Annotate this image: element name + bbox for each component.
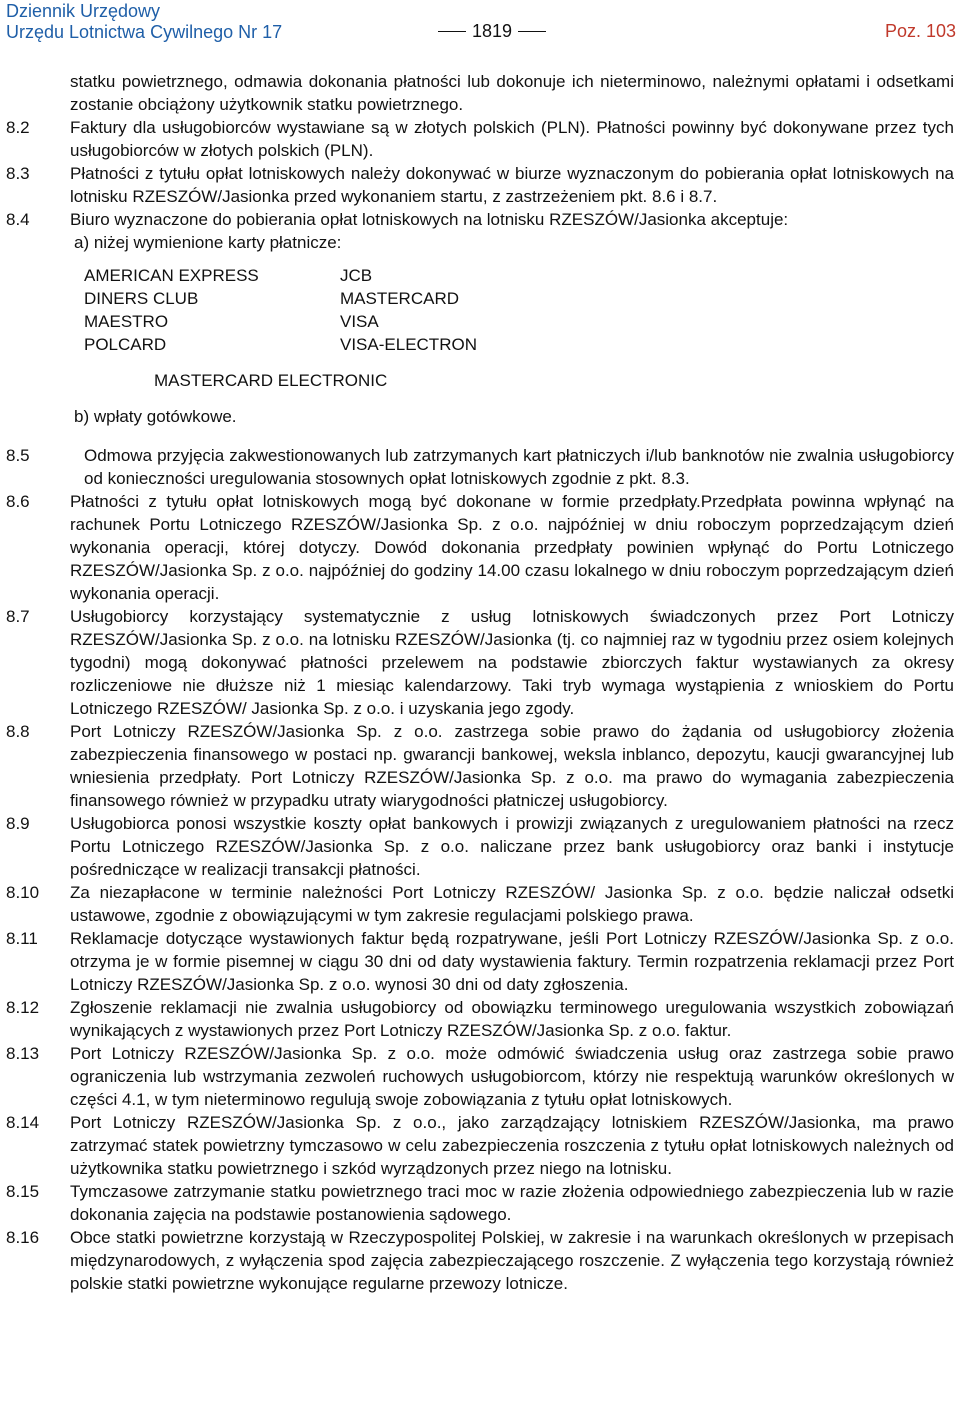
card-name: JCB (340, 266, 373, 285)
section-8-14 (0, 1111, 960, 1180)
section-8-9 (0, 812, 960, 881)
section-8-8 (0, 720, 960, 812)
card-name: MAESTRO (84, 312, 169, 331)
section-number: 8.6 (6, 492, 30, 511)
section-text: Płatności z tytułu opłat lotniskowych należy dokonywać w biurze wyznaczonym do pobierania opłat lotniskowych na lotnisku RZESZÓW/Jasionka przed wykonaniem startu, z zastrzeżeniem pkt. 8.6 i 8.7. (70, 164, 954, 206)
section-number: 8.12 (6, 998, 40, 1017)
section-text: Reklamacje dotyczące wystawionych faktur będą rozpatrywane, jeśli Port Lotniczy RZESZÓW/Jasionka Sp. z o.o. otrzyma je w formie pisemnej w ciągu 30 dni od daty wystawienia faktury. Termin rozpatrzenia reklamacji przez Port Lotniczy RZESZÓW/Jasionka Sp. z o.o. wynosi 30 dni od daty zgłoszenia. (70, 929, 954, 994)
section-number: 8.15 (6, 1182, 40, 1201)
sections-list (0, 444, 960, 1295)
journal-title-line2: Urzędu Lotnictwa Cywilnego Nr 17 (6, 22, 283, 42)
card-name: DINERS CLUB (84, 289, 199, 308)
section-text: Zgłoszenie reklamacji nie zwalnia usługobiorcy od obowiązku terminowego uregulowania wszystkich zobowiązań wynikających z wystawionych przez Port Lotniczy RZESZÓW/Jasionka Sp. z o.o. faktur. (70, 998, 954, 1040)
section-text: Port Lotniczy RZESZÓW/Jasionka Sp. z o.o., jako zarządzający lotniskiem RZESZÓW/Jasionka, ma prawo zatrzymać statek powietrzny tymczasowo w celu zabezpieczenia roszczenia z tytułu opłat lotniskowych należnych od użytkownika statku powietrznego i szkód wyrządzonych przez niego na lotnisku. (70, 1113, 954, 1178)
section-text: Port Lotniczy RZESZÓW/Jasionka Sp. z o.o. zastrzega sobie prawo do żądania od usługobiorcy złożenia zabezpieczenia finansowego w postaci np. gwarancji bankowej, weksla inblanco, depozytu, kaucji gwarancyjnej lub wniesienia przedpłaty. Port Lotniczy RZESZÓW/Jasionka Sp. z o.o. ma prawo do wymagania zabezpieczenia finansowego również w przypadku utraty wiarygodności płatniczej usługobiorcy. (70, 722, 954, 810)
section-number: 8.9 (6, 814, 30, 833)
section-8-4 (0, 208, 960, 428)
divider (518, 31, 546, 32)
list-item-a: a) niżej wymienione karty płatnicze: (74, 233, 342, 252)
section-8-12 (0, 996, 960, 1042)
section-number: 8.2 (6, 118, 30, 137)
card-name: POLCARD (84, 335, 167, 354)
section-8-15 (0, 1180, 960, 1226)
section-text: Usługobiorcy korzystający systematycznie z usług lotniskowych świadczonych przez Port Lotniczy RZESZÓW/Jasionka Sp. z o.o. na lotnisku RZESZÓW/Jasionka (tj. co najmniej raz w tygodniu przez osiem kolejnych tygodni) mogą dokonywać płatności przelewem na podstawie zbiorczych faktur wystawianych za okresy rozliczeniowe nie dłuższe niż 1 miesiąc kalendarzowy. Taki tryb wymaga wystąpienia z wnioskiem do Portu Lotniczego RZESZÓW/ Jasionka Sp. z o.o. i uzyskania jego zgody. (70, 607, 954, 718)
section-8-2 (0, 116, 960, 162)
section-text: Biuro wyznaczone do pobierania opłat lotniskowych na lotnisku RZESZÓW/Jasionka akceptuje: (70, 210, 789, 229)
card-name: VISA (340, 312, 379, 331)
card-name: MASTERCARD (340, 289, 460, 308)
section-number: 8.14 (6, 1113, 40, 1132)
section-8-10 (0, 881, 960, 927)
section-text: Za niezapłacone w terminie należności Port Lotniczy RZESZÓW/ Jasionka Sp. z o.o. będzie naliczał odsetki ustawowe, zgodnie z obowiązującymi w tym zakresie regulacjami polskiego prawa. (70, 883, 954, 925)
section-8-5 (0, 444, 960, 490)
page-number (432, 21, 552, 42)
card-name: VISA-ELECTRON (340, 335, 477, 354)
card-name: AMERICAN EXPRESS (84, 266, 259, 285)
section-8-16 (0, 1226, 960, 1295)
section-text: Płatności z tytułu opłat lotniskowych mogą być dokonane w formie przedpłaty.Przedpłata powinna wpłynąć na rachunek Portu Lotniczego RZESZÓW/Jasionka Sp. z o.o. najpóźniej w dniu roboczym poprzedzającym dzień wykonania operacji, której dotyczy. Dowód dokonania przedpłaty powinien wpłynąć do Portu Lotniczego RZESZÓW/Jasionka Sp. z o.o. najpóźniej do godziny 14.00 czasu lokalnego w dniu roboczym poprzedzającym dzień wykonania operacji. (70, 492, 954, 603)
divider (438, 31, 466, 32)
section-number: 8.8 (6, 722, 30, 741)
section-number: 8.3 (6, 164, 30, 183)
section-8-11 (0, 927, 960, 996)
paragraph-text: statku powietrznego, odmawia dokonania płatności lub dokonuje ich nieterminowo, należnymi opłatami i odsetkami zostanie obciążony użytkownik statku powietrznego. (70, 72, 954, 114)
section-text: Port Lotniczy RZESZÓW/Jasionka Sp. z o.o. może odmówić świadczenia usług oraz zastrzega sobie prawo ograniczenia lub wstrzymania zezwoleń ruchowych usługobiorcom, którzy nie respektują warunków określonych w części 4.1, w tym nieterminowo regulują swoje zobowiązania z tytułu opłat lotniskowych. (70, 1044, 954, 1109)
section-number: 8.10 (6, 883, 40, 902)
spacer (0, 428, 960, 444)
section-text: Odmowa przyjęcia zakwestionowanych lub zatrzymanych kart płatniczych i/lub banknotów nie zwalnia usługobiorcy od konieczności uregulowania stosownych opłat lotniskowych zgodnie z pkt. 8.3. (84, 446, 954, 488)
payment-cards-list (70, 264, 954, 389)
journal-title-line1: Dziennik Urzędowy (6, 1, 161, 21)
document-body (0, 70, 960, 1295)
section-text: Tymczasowe zatrzymanie statku powietrznego traci moc w razie złożenia odpowiedniego zabezpieczenia lub w razie dokonania zajęcia na podstawie postanowienia sądowego. (70, 1182, 954, 1224)
position-label: Poz. 103 (884, 21, 956, 41)
journal-title (6, 1, 282, 43)
section-8-3 (0, 162, 960, 208)
card-name: MASTERCARD ELECTRONIC (154, 371, 388, 390)
section-number: 8.5 (6, 446, 30, 465)
section-number: 8.13 (6, 1044, 40, 1063)
page-header (6, 0, 956, 44)
section-text: Obce statki powietrzne korzystają w Rzeczypospolitej Polskiej, w zakresie i na warunkach określonych w przepisach międzynarodowych, z wyłączenia spod zajęcia zabezpieczającego roszczenie. Z wyłączenia tego korzystają również polskie statki powietrzne wykonujące regularne przewozy lotnicze. (70, 1228, 954, 1293)
section-8-13 (0, 1042, 960, 1111)
section-text: Usługobiorca ponosi wszystkie koszty opłat bankowych i prowizji związanych z uregulowaniem płatności na rzecz Portu Lotniczego RZESZÓW/Jasionka Sp. z o.o. naliczane przez bank usługobiorcy oraz banki i instytucje pośredniczące w realizacji transakcji płatności. (70, 814, 954, 879)
section-text: Faktury dla usługobiorców wystawiane są w złotych polskich (PLN). Płatności powinny być dokonywane przez tych usługobiorców w złotych polskich (PLN). (70, 118, 954, 160)
section-number: 8.4 (6, 210, 30, 229)
page-number-text: 1819 (472, 21, 513, 41)
section-8-6 (0, 490, 960, 605)
section-number: 8.16 (6, 1228, 40, 1247)
continuation-paragraph (0, 70, 960, 116)
section-number: 8.7 (6, 607, 30, 626)
list-item-b: b) wpłaty gotówkowe. (74, 407, 237, 426)
section-number: 8.11 (6, 929, 38, 948)
section-8-7 (0, 605, 960, 720)
